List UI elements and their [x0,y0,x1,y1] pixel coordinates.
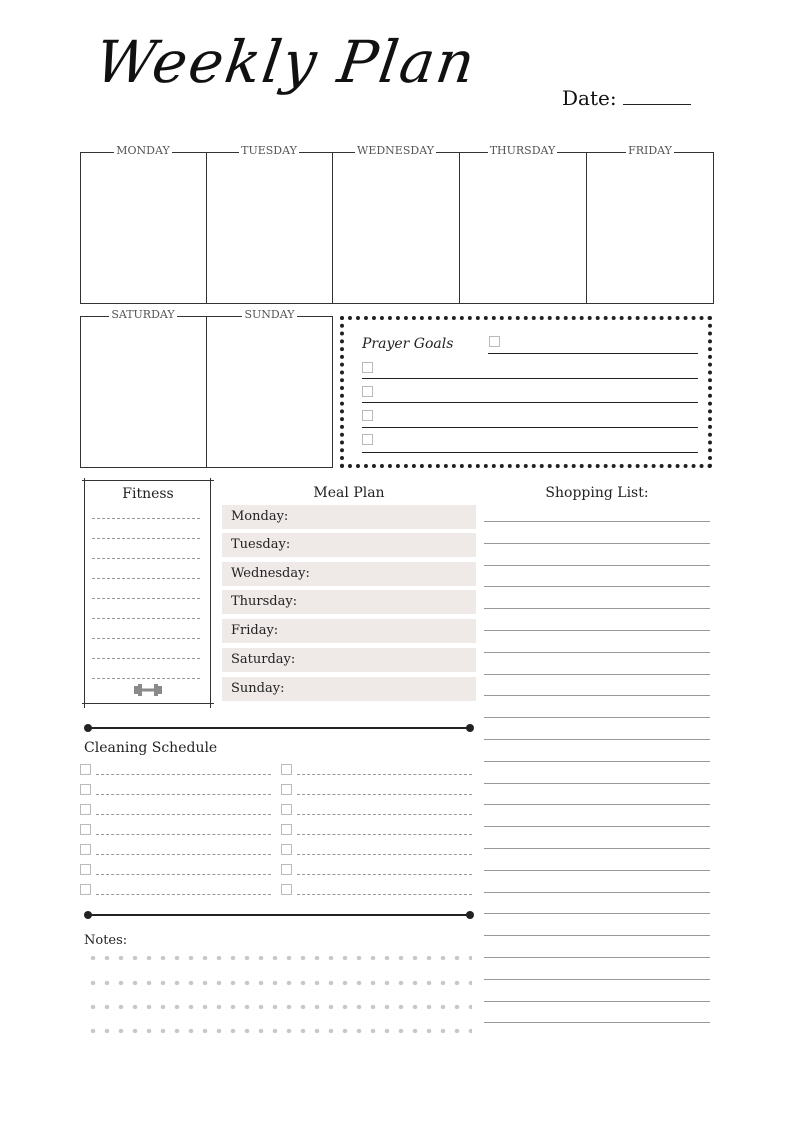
day-cell-tuesday[interactable] [206,144,332,304]
fitness-line[interactable] [92,558,200,559]
day-cell-thursday[interactable] [459,144,586,304]
day-cell-wednesday[interactable] [332,144,459,304]
meal-day-label: Monday: [231,509,289,524]
cleaning-line[interactable] [96,874,271,875]
page-title: Weekly Plan [91,28,481,96]
shopping-line[interactable] [484,826,710,827]
cleaning-line[interactable] [96,794,271,795]
shopping-line[interactable] [484,586,710,587]
prayer-goals-title: Prayer Goals [362,336,454,352]
date-line [623,90,691,105]
cleaning-checkbox[interactable] [80,784,91,795]
cleaning-checkbox[interactable] [281,884,292,895]
shopping-line[interactable] [484,717,710,718]
separator-dot [466,724,474,732]
prayer-checkbox[interactable] [362,362,373,373]
cleaning-checkbox[interactable] [281,824,292,835]
shopping-line[interactable] [484,979,710,980]
notes-title: Notes: [84,933,128,948]
shopping-line[interactable] [484,783,710,784]
shopping-line[interactable] [484,804,710,805]
cleaning-line[interactable] [96,854,271,855]
cleaning-checkbox[interactable] [281,784,292,795]
shopping-line[interactable] [484,1001,710,1002]
prayer-checkbox[interactable] [362,386,373,397]
shopping-line[interactable] [484,913,710,914]
meal-row-monday[interactable] [222,505,476,529]
meal-row-sunday[interactable] [222,677,476,701]
notes-dot-row[interactable] [86,956,472,960]
fitness-box [82,478,214,708]
fitness-line[interactable] [92,598,200,599]
fitness-frame-bottom [82,703,214,704]
fitness-line[interactable] [92,518,200,519]
cleaning-checkbox[interactable] [80,804,91,815]
shopping-line[interactable] [484,543,710,544]
meal-row-thursday[interactable] [222,590,476,614]
meal-plan-title: Meal Plan [313,485,385,501]
cleaning-line[interactable] [297,874,472,875]
fitness-line[interactable] [92,538,200,539]
shopping-line[interactable] [484,565,710,566]
prayer-checkbox[interactable] [362,410,373,421]
day-cell-sunday[interactable] [206,308,333,468]
day-label: SUNDAY [244,308,295,321]
meal-day-label: Sunday: [231,681,285,696]
notes-dot-row[interactable] [86,981,472,985]
prayer-checkbox[interactable] [362,434,373,445]
cleaning-line[interactable] [297,794,472,795]
fitness-frame-left [84,478,85,708]
fitness-line[interactable] [92,658,200,659]
separator-dot [466,911,474,919]
shopping-line[interactable] [484,608,710,609]
prayer-goals-box [340,316,712,468]
day-label: MONDAY [116,144,170,157]
cleaning-line[interactable] [297,854,472,855]
shopping-line[interactable] [484,892,710,893]
fitness-frame-right [210,478,211,708]
day-label: TUESDAY [241,144,297,157]
day-label: WEDNESDAY [357,144,434,157]
shopping-line[interactable] [484,761,710,762]
shopping-line[interactable] [484,870,710,871]
fitness-title: Fitness [122,486,174,502]
cleaning-line[interactable] [297,834,472,835]
shopping-line[interactable] [484,1022,710,1023]
meal-row-tuesday[interactable] [222,533,476,557]
cleaning-checkbox[interactable] [80,824,91,835]
fitness-line[interactable] [92,618,200,619]
day-cell-monday[interactable] [80,144,206,304]
shopping-line[interactable] [484,739,710,740]
section-separator [86,727,472,729]
prayer-line[interactable] [362,378,698,379]
shopping-line[interactable] [484,630,710,631]
prayer-line[interactable] [488,353,698,354]
day-label: SATURDAY [111,308,175,321]
cleaning-checkbox[interactable] [80,864,91,875]
meal-day-label: Wednesday: [231,566,310,581]
cleaning-checkbox[interactable] [80,884,91,895]
prayer-line[interactable] [362,427,698,428]
separator-dot [84,724,92,732]
meal-row-wednesday[interactable] [222,562,476,586]
date-label: Date: [562,86,617,110]
cleaning-schedule-title: Cleaning Schedule [84,740,218,756]
cleaning-checkbox[interactable] [281,864,292,875]
prayer-checkbox[interactable] [489,336,500,347]
section-separator [86,914,472,916]
day-label: FRIDAY [628,144,672,157]
fitness-line[interactable] [92,678,200,679]
shopping-line[interactable] [484,935,710,936]
fitness-line[interactable] [92,638,200,639]
shopping-line[interactable] [484,848,710,849]
meal-day-label: Thursday: [231,594,298,609]
prayer-line[interactable] [362,402,698,403]
separator-dot [84,911,92,919]
cleaning-line[interactable] [96,814,271,815]
prayer-line[interactable] [362,452,698,453]
date-field[interactable] [562,86,691,110]
cleaning-line[interactable] [96,774,271,775]
meal-day-label: Friday: [231,623,279,638]
cleaning-checkbox[interactable] [281,764,292,775]
shopping-line[interactable] [484,695,710,696]
meal-row-friday[interactable] [222,619,476,643]
notes-dot-row[interactable] [86,1005,472,1009]
cleaning-checkbox[interactable] [281,844,292,855]
cleaning-checkbox[interactable] [281,804,292,815]
fitness-line[interactable] [92,578,200,579]
shopping-list-title: Shopping List: [545,485,649,501]
cleaning-line[interactable] [96,894,271,895]
cleaning-line[interactable] [297,814,472,815]
cleaning-checkbox[interactable] [80,844,91,855]
shopping-line[interactable] [484,674,710,675]
fitness-frame-top [82,480,214,481]
notes-dot-row[interactable] [86,1029,472,1033]
meal-day-label: Saturday: [231,652,296,667]
shopping-line[interactable] [484,957,710,958]
cleaning-checkbox[interactable] [80,764,91,775]
shopping-line[interactable] [484,652,710,653]
day-cell-saturday[interactable] [80,308,206,468]
shopping-line[interactable] [484,521,710,522]
meal-day-label: Tuesday: [231,537,291,552]
cleaning-line[interactable] [297,894,472,895]
day-cell-friday[interactable] [586,144,714,304]
dumbbell-icon [132,683,164,697]
cleaning-line[interactable] [297,774,472,775]
cleaning-line[interactable] [96,834,271,835]
day-label: THURSDAY [489,144,556,157]
meal-row-saturday[interactable] [222,648,476,672]
